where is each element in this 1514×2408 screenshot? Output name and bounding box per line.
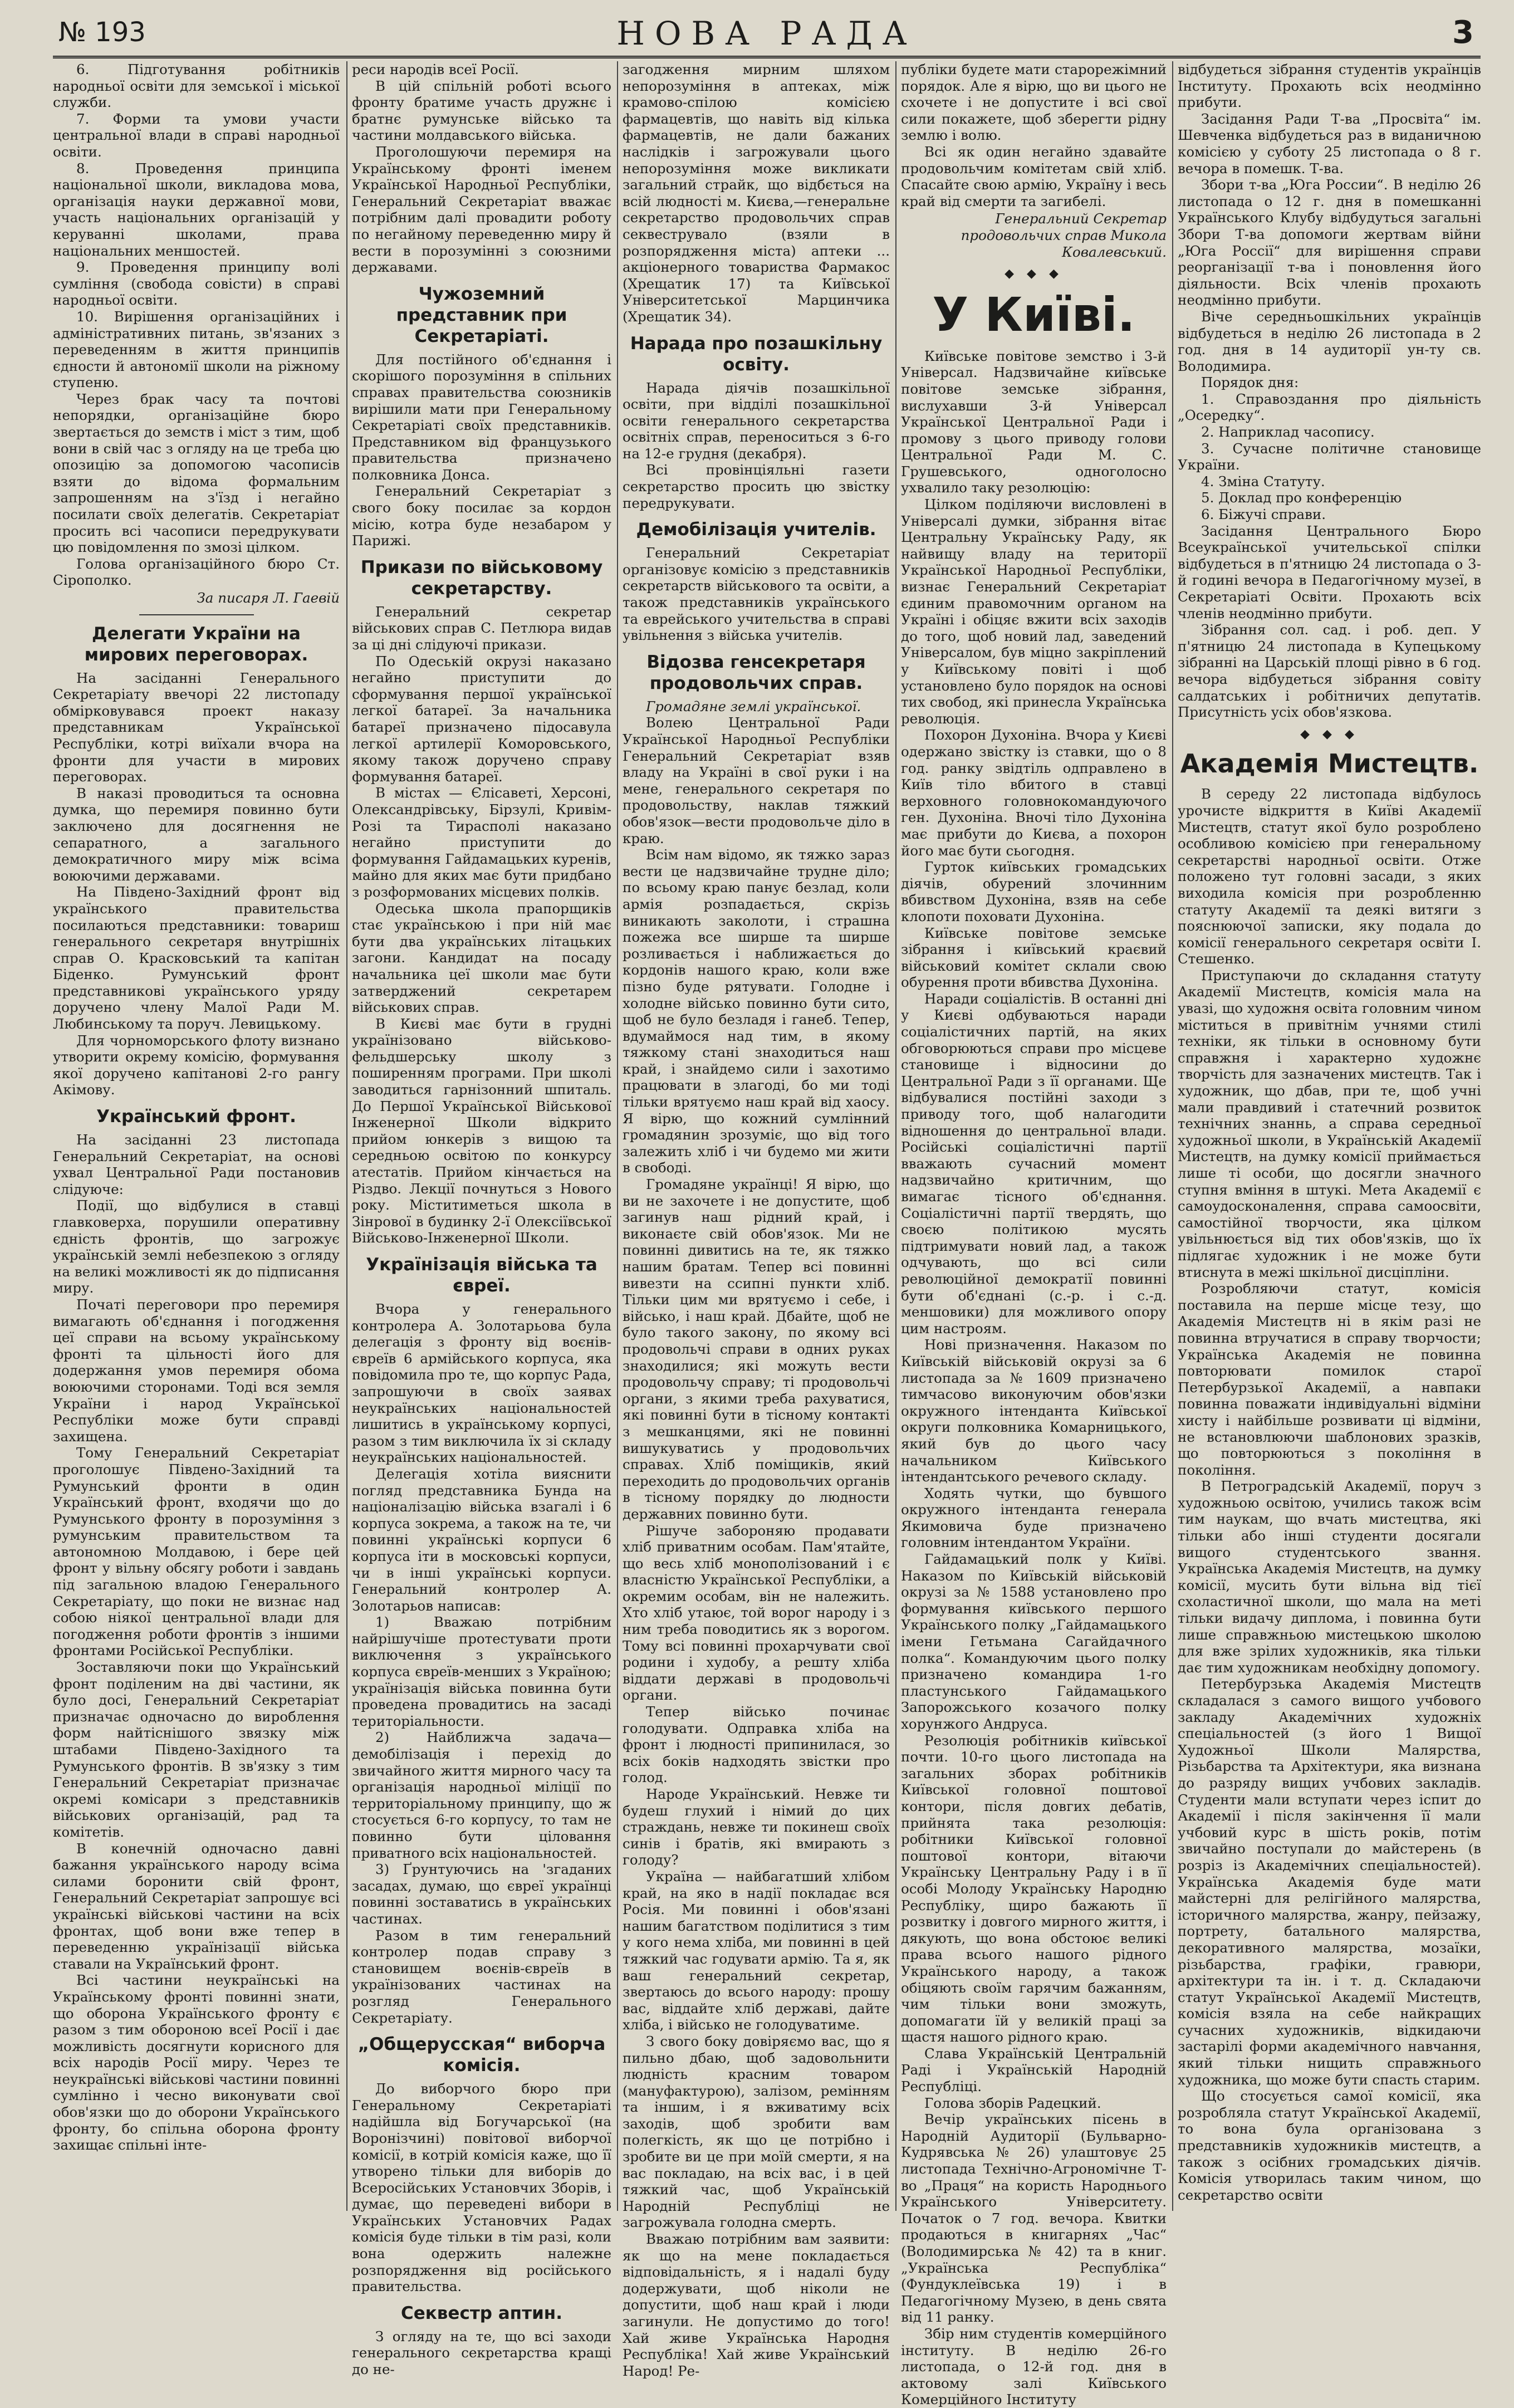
column-5 <box>1178 61 1481 2216</box>
article-paragraph: Всі провінціяльні газети секретарство просить цю звістку передрукувати. <box>623 462 890 511</box>
headline: Український фронт. <box>96 1107 296 1127</box>
article-paragraph: Наради соціалістів. В останні дні у Києві одбуваються наради соціалістичних партій, на яких обговорюються справи про місцеве становище і відносини до Центральної Ради з її органами. Ще відбувалися постійні заходи з приводу того, щоб налагодити відношення до центральної влади. Російські соціалістичні партії вважають сучасний момент надзвичайно критичним, що вимагає тісного об'єднання. Соціалістичні партії твердять, що своєю політикою мусять підтримувати новий лад, а також одчувають, що всі сили революційної демократії повинні бути об'єднані (с.-р. і с.-д. меншовики) для можливого опору цим настроям. <box>901 990 1167 1337</box>
section-rule <box>139 614 254 615</box>
headline: Прикази по військовому секретарству. <box>360 557 603 599</box>
column-3 <box>623 61 890 2379</box>
article-paragraph: Збір ним студентів комерційного інституту. В неділю 26-го листопада, о 12-й год. дня в актовому залі Київського Комерційного Інституту <box>901 2325 1167 2408</box>
column-divider <box>1172 61 1173 2211</box>
article-paragraph: На засіданні Генерального Секретаріату ввечорі 22 листопаду обмірковувався проект наказу представникам Української Республіки, котрі виїхали вчора на фронти для участи в мирових переговорах. <box>53 669 340 785</box>
article-paragraph: Генеральний Секретаріат організовує комісію з представників секретарств військового та освіти, а також представників українського та еврейського учительства в справі увільнення з війська учителів. <box>623 545 890 644</box>
article-paragraph: Початі переговори про перемиря вимагають об'єднання і погодження цеї справи на всьому українському фронті та цільності його для додержання умов перемиря обома воюючими сторонами. Тоді вся земля України і народ Української Республіки може бути справді захищена. <box>53 1296 340 1445</box>
article-paragraph: Голова організаційного бюро Ст. Сірополко. <box>53 555 340 589</box>
agenda-item: 4. Зміна Статуту. <box>1201 473 1325 490</box>
article-paragraph: Тому Генеральний Секретаріат проголошує Південо-Західний та Румунський фронти в один Український фронт, входячи що до Румунського фронту в порозуміння з румунським правительством та автономною Молдавою, і бере цей фронт у вільну обсягу роботи і завдань під загальною владою Генерального Секретаріату, що поки не визнає над собою ніякої центральної влади для погодження роботи фронтів з іншими фронтами Російської Республіки. <box>53 1445 340 1659</box>
article-paragraph: Вечір українських пісень в Народній Аудиторії (Бульварно-Кудрявська № 26) улаштовує 25 листопада Технічно-Агрономічне Т-во „Праця“ на користь Народнього Українського Університету. Початок о 7 год. вечора. Квитки продаються в книгарнях „Час“ (Володимирська № 42) та в книг. „Українська Республіка“ (Фундуклеївська 19) і в Педагогічному Музею, в день свята від 11 ранку. <box>901 2111 1167 2326</box>
headline: Демобілізація учителів. <box>636 520 876 540</box>
article-paragraph: Громадяне землі української. <box>646 698 861 714</box>
agenda-item: 3. Сучасне політичне становище України. <box>1178 440 1481 473</box>
article-paragraph: Всі як один негайно здавайте продовольчим комітетам свій хліб. Спасайте свою армію, Україну і весь край від смерти та загибелі. <box>901 143 1167 209</box>
column-1 <box>53 61 340 2216</box>
article-paragraph: Похорон Духоніна. Вчора у Києві одержано звістку із ставки, що о 8 год. ранку звідтіль одправлено в Київ тіло вбитого в ставці верховного головнокомандуючого ген. Духоніна. Вночі тіло Духоніна має прибути до Києва, а похорон його має бути сьогодня. <box>901 727 1167 859</box>
article-paragraph: Проголошуючи перемиря на Українському фронті іменем Української Народньої Республіки, Генеральний Секретаріат вважає потрібним далі провадити роботу по негайному переведенню миру й вести в порозумінні з союзними державами. <box>352 143 611 276</box>
ornament-divider: ◆ ◆ ◆ <box>1005 267 1063 281</box>
article-paragraph: Приступаючи до складання статуту Академії Мистецтв, комісія мала на увазі, що художня освіта головним чином міститься в привітнім учнями стилі техніки, як тільки в основному бути справжня і характерно художнє творчість для зазначених мистецтв. Так і художник, що дбав, при те, щоб учні мали правдивий і статечний розвиток технічних знаннь, а справа середньої художньої школи, в Українській Академії Мистецтв, на думку комісії приймається лише ті особи, що досягли значного ступня вміння в штукі. Мета Академії є самоудосконалення, справа самоосвіти, самостійної творчости, яка цілком увільнюється від тих обов'язків, що їх підлягає художник і не може бути втиснута в межі шкільної дисціпліни. <box>1178 967 1481 1280</box>
article-paragraph: Народе Український. Невже ти будеш глухий і німий до цих страждань, невже ти покинеш своїх синів і братів, які вмирають з голоду? <box>623 1786 890 1868</box>
article-paragraph: Збори т-ва „Юга России“. В неділю 26 листопада о 12 г. дня в помешканні Українського Клубу відбудуться загальні Збори Т-ва допомоги жертвам війни „Юга Россії“ для вирішення справи реорганізації т-ва і поновлення його діяльности. Всіх членів прохають неодмінно прибути. <box>1178 177 1481 309</box>
article-paragraph: Події, що відбулися в ставці главковерха, порушили оперативну єдність фронтів, що загрожує українській землі небезпекою з огляду на великі можливості як до підписання миру. <box>53 1197 340 1296</box>
article-paragraph: Резолюція робітників київської почти. 10-го цього листопада на загальних зборах робітників Київської головної поштової контори, після довгих дебатів, прийнята така резолюція: робітники Київської головної поштової контори, вітаючи Українську Центральну Раду і в її особі Молоду Українську Народню Республіку, щиро бажають її розвитку і довгого мирного життя, і дякують, що вона обстоює великі права всього нашого рідного Українського народу, а також обіцяють своїм гарячим бажанням, чим тільки вони зможуть, допомагати їй у великій праці за щастя нашого рідного краю. <box>901 1732 1167 2045</box>
article-paragraph: Петербурзька Академія Мистецтв складалася з самого вищого учбового закладу Академічних художніх спеціальностей (з його 1 Вищої Художньої Школи Малярства, Різьбарства та Архітектури, яка визнана до разряду вищих учбових закладів. Студенти мали вступати через іспит до Академії і після закінчення її мали учбовий курс в шість років, потім звичайно поступали до майстерень (в розріз із Академічних спеціальностей). Українська Академія буде мати майстерні для релігійного малярства, історичного малярства, жанру, пейзажу, портрету, батального малярства, декоративного малярства, мозаїки, різьбарства, графіки, гравюри, архітектури та ін. і т. д. Складаючи статут Української Академії Мистецтв, комісія взяла на себе найкращих сучасних художників, відкидаючи застарілі форми академічного навчання, який тільки нищить справжнього художника, що може бути спасть старим. <box>1178 1676 1481 2088</box>
column-divider <box>895 61 896 2211</box>
column-2 <box>352 61 611 2378</box>
article-paragraph: публіки будете мати старорежімний порядок. Але я вірю, що ви цього не схочете і не допустите і всі свої сили покажете, щоб зберегти рідну землю і волю. <box>901 61 1167 144</box>
agenda-item: 1. Справоздання про діяльність „Осередку“. <box>1178 390 1481 424</box>
column-divider <box>617 61 618 2211</box>
article-paragraph: Рішуче забороняю продавати хліб приватним особам. Пам'ятайте, що весь хліб монополізований і є власністю Української Республіки, а окремим особам, він не належить. Хто хліб утаює, той ворог народу і з ним треба поводитись як з ворогом. Тому всі повинні прохарчувати свої родини і худобу, а решту хліба віддати державі в продовольчі органи. <box>623 1522 890 1704</box>
article-paragraph: реси народів всеї Росії. <box>352 61 519 77</box>
article-paragraph: Одеська школа прапорщиків стає українською і при ній має бути два українських літацьких загони. Кандидат на посаду начальника цеї школи має бути затверджений секретарем військових справ. <box>352 900 611 1016</box>
headline: Секвестр аптин. <box>400 2303 562 2323</box>
article-paragraph: 8. Проведення принципа національної школи, викладова мова, організація науки державної мови, участь національних організацій у керуванні школами, права національних меншостей. <box>53 160 340 259</box>
article-paragraph: 2) Найближча задача—демобілізація і перехід до звичайного життя мирного часу та організація народньої міліції по территоріальному принципу, що ж стосується 6-го корпусу, то там не повинно бути ціловання приватного всіх національностей. <box>352 1729 611 1861</box>
article-paragraph: В середу 22 листопада відбулось урочисте відкриття в Київі Академії Мистецтв, статут якої було розроблено особливою комісією при генеральному секретарстві народньої освіти. Отже положено тут головні засади, з яких виходила комісія при розробленню статуту Академії та деякі витяги з пояснюючої записки, яку подала до комісії генерального секретаря освіти І. Стешенко. <box>1178 786 1481 967</box>
signature: За писаря Л. Гаевій <box>197 590 340 606</box>
article-paragraph: Голова зборів Радецкий. <box>924 2094 1101 2111</box>
article-paragraph: В наказі проводиться та основна думка, що перемиря повинно бути заключено для досягнення не сепаратного, а загального демократичного миру між всіма воюючими державами. <box>53 785 340 884</box>
article-paragraph: Для постійного об'єднання і скорішого порозуміння в спільних справах правительства союзників вирішили мати при Генеральному Секретаріаті своїх представників. Представником від французького правительства призначено полковника Донса. <box>352 351 611 483</box>
article-paragraph: Цілком поділяючи висловлені в Універсалі думки, зібрання вітає Центральну Українську Раду, як найвищу владу на території Української Народньої Республіки, визнає Генеральний Секретаріат єдиним правомочним органом на Україні і обіцяє вжити всіх заходів до того, щоб новий лад, заведений Універсалом, був міцно закріплений у Київському повіті і щоб установлено було порядок на основі тих свобод, які принесла Українська революція. <box>901 496 1167 727</box>
column-divider <box>346 61 347 2211</box>
article-paragraph: На Південо-Західний фронт від українського правительства посилаються представники: товариш генерального секретаря внутрішніх справ О. Красковський та капітан Біденко. Румунський фронт представникові українського уряду доручено члену Малої Ради М. Любинському та поруч. Левицькому. <box>53 884 340 1032</box>
headline: Відозва генсекретаря продовольчих справ. <box>646 652 866 693</box>
article-paragraph: Тепер військо починає голодувати. Одправка хліба на фронт і людності припинилася, зо всіх боків надходять звістки про голод. <box>623 1704 890 1786</box>
article-paragraph: З свого боку довіряємо вас, що я пильно дбаю, щоб задовольнити людність красним товаром (мануфактурою), залізом, ремінням та іншим, і я вживатиму всіх заходів, щоб зробити вам полегкість, як що це потрібно і зробите ви це при моїй смерти, я на вас покладаю, на всіх вас, і в цей тяжкий час, щоб Українській Народній Республіці не загрожувала голодна смерть. <box>623 2033 890 2231</box>
article-paragraph: 7. Форми та умови участи центральної влади в справі народньої освіти. <box>53 110 340 160</box>
article-paragraph: Віче середньошкільних українців відбудеться в неділю 26 листопада в 2 год. дня в 14 аудиторії ун-ту св. Володимира. <box>1178 308 1481 374</box>
article-paragraph: 6. Підготування робітників народньої освіти для земської і міської служби. <box>53 61 340 111</box>
article-paragraph: відбудеться зібрання студентів українців Інституту. Прохають всіх неодмінно прибути. <box>1178 61 1481 111</box>
article-paragraph: Нові призначення. Наказом по Київській військовій окрузі за 6 листопада за № 1609 призначено тимчасово виконуючим обов'язки окружного інтенданта Київської округи полковника Комарницького, який був до цього часу начальником Київського інтендантського речевого складу. <box>901 1337 1167 1485</box>
article-paragraph: Громадяне українці! Я вірю, що ви не захочете і не допустите, щоб загинув наш рідний край, і виконаєте свій обов'язок. Ми не повинні дивитись на те, як тяжко нашим братам. Тепер всі повинні вивезти на ссипні пункти хліб. Тільки цим ми врятуємо і себе, і військо, і наш край. Дбайте, щоб не було такого закону, по якому всі продовольчі справи в одних руках знаходилися; які можуть вести продовольчу справу; ті продовольчі органи, з якими треба рахуватися, які повинні бути в тісному контакті з мешканцями, які не повинні вишукуватись у продовольчих справах. Хліб поміщиків, який переходить до продовольчих органів в тісному порядку до людности державних повинно бути. <box>623 1176 890 1522</box>
headline: Нарада про позашкільну освіту. <box>630 333 883 375</box>
article-paragraph: Волею Центральної Ради Української Народньої Республіки Генеральний Секретаріат взяв владу на Україні в свої руки і на мене, генерального секретаря по продовольству, наклав тяжкий обов'язок—вести продовольче діло в краю. <box>623 714 890 846</box>
agenda-item: 6. Біжучі справи. <box>1201 506 1326 523</box>
article-paragraph: З огляду на те, що всі заходи генерального секретарства кращі до не- <box>352 2328 611 2378</box>
article-paragraph: Всім нам відомо, як тяжко зараз вести це надзвичайне трудне діло; по всьому краю панує безлад, коли армія розпадається, скрізь виникають заколоти, і страшна пожежа все ширше та ширше розливається і наближається до кордонів нашого краю, коли вже пізно буде рятувати. Голодне і холодне військо повинно бути сито, щоб не було безладя і ганеб. Тепер, вдумаймося над тим, в якому тяжкому стані знаходиться наш край, і знайдемо сили і захотимо працювати в злагоді, бо ми тоді тільки врятуємо наш край від хаосу. Я вірю, що кожний сумлінний громадянин зрозуміє, що від того залежить хліб і чи будемо ми жити в свободі. <box>623 846 890 1176</box>
article-paragraph: В цій спільній роботі всього фронту братиме участь дружнє і братнє румунське військо та частини молдавського війська. <box>352 77 611 144</box>
ornament-divider: ◆ ◆ ◆ <box>1300 727 1359 741</box>
article-paragraph: 9. Проведення принципу волі сумління (свобода совісти) в справі народньої освіти. <box>53 259 340 309</box>
article-paragraph: Слава Українській Центральній Раді і Українській Народній Республіці. <box>901 2045 1167 2095</box>
article-paragraph: Разом в тим генеральний контролер подав справу з становищем воєнів-євреїв в українізованих частинах на розгляд Генерального Секретаріату. <box>352 1927 611 2026</box>
article-paragraph: Зібрання сол. сад. і роб. деп. У п'ятницю 24 листопада в Купецькому зібранні на Царській площі рівно в 6 год. вечора відбудеться зібрання совіту салдатських і робітничих депутатів. Присутність усіх обов'язкова. <box>1178 621 1481 721</box>
article-paragraph: Генеральний секретар військових справ С. Петлюра видав за ці дні слідуючі прикази. <box>352 603 611 653</box>
masthead <box>53 12 1481 58</box>
article-paragraph: По Одеській окрузі наказано негайно приступити до сформування першої української легкої батареї. За начальника батареї призначено підосавула легкої артилерії Коморовського, якому також доручено справу формування батареї. <box>352 653 611 785</box>
issue-number: № 193 <box>58 17 146 48</box>
article-paragraph: Вчора у генерального контролера А. Золотарьова була делегація з фронту від воєнів-євреїв 6 армійського корпуса, яка повідомила про те, що корпус Рада, запрошуючи в своїх заявах неукраїнських національностей лишитись в українському корпусі, разом з тим виключила їх зі складу неукраїнських національностей. <box>352 1301 611 1466</box>
headline: „Общерусская“ виборча комісія. <box>357 2034 606 2076</box>
headline: Делегати України на мирових переговорах. <box>84 623 308 665</box>
article-paragraph: Делегація хотіла вияснити погляд представника Бунда на націоналізацію війська взагалі і 6 корпуса зокрема, а також на те, чи повинні українські корпуси 6 корпуса іти в московські корпуси, чи в інші українські корпуси. Генеральний контролер А. Золотарьов написав: <box>352 1465 611 1614</box>
article-paragraph: На засіданні 23 листопада Генеральний Секретаріат, на основі ухвал Центральної Ради постановив слідуюче: <box>53 1132 340 1197</box>
article-paragraph: Ходять чутки, що бувшого окружного інтенданта генерала Якимовича буде призначено головним інтендантом України. <box>901 1485 1167 1551</box>
article-paragraph: В містах — Єлісаветі, Херсоні, Олександрівську, Бірзулі, Кривім-Розі та Тирасполі наказано негайно приступити до формування Гайдамацьких куренів, майно для яких має бути придбано з розформованих місцевих полків. <box>352 785 611 900</box>
article-paragraph: Всі частини неукраїнські на Українському фронті повинні знати, що оборона Українського фронту є разом з тим обороною всеї Росії і дає можливість досягнути корисного для всіх народів Росії миру. Через те неукраїнські військові частини повинні сумлінно і чесно виконувати свої обов'язки що до оборони Українського фронту, бо спільна оборона фронту захищає спільні інте- <box>53 1972 340 2154</box>
article-paragraph: 3) Ґрунтуючись на 'згаданих засадах, думаю, що євреї українці повинні зоставатись в українських частинах. <box>352 1861 611 1927</box>
article-paragraph: В Києві має бути в грудні українізовано військово-фельдшерську школу з поширенням програми. При школі заводиться гарнізонний шпиталь. До Першої Української Військової Інженерної Школи відкрито прийом юнкерів з вищою та середньою освітою по конкурсу атестатів. Прийом кінчається на Різдво. Лекції почнуться з Нового року. Міститиметься школа в Зінрової в будинку 2-ї Олексіївської Військово-Інженерної Школи. <box>352 1015 611 1246</box>
article-paragraph: Засідання Ради Т-ва „Просвіта“ ім. Шевченка відбудеться раз в виданичною комісією у суботу 25 листопада о 8 г. вечора в помешк. Т-ва. <box>1178 110 1481 177</box>
article-paragraph: Розробляючи статут, комісія поставила на перше місце тезу, що Академія Мистецтв ні в якім разі не повинна втручатися в справу творчости; Українська Академія не повинна повторювати помилок старої Петербурзької Академії, а навпаки повинна поважати індивідуальні відміни хисту і найбільше розвивати ці відміни, не встановлюючи шаблонових зразків, що повторюються з покоління в покоління. <box>1178 1280 1481 1478</box>
page-number: 3 <box>1452 14 1474 51</box>
article-paragraph: загодження мирним шляхом непорозуміння в аптеках, між крамово-спілою комісією фармацевтів, що навіть від кілька фармацевтів, не дали бажаних наслідків і загрожували цього непорозуміння може викликати загальний страйк, що відбється на всій людності м. Києва,—генеральне секретарство продовольчих справ секвеструвало (взяли в розпорядження міста) аптеки ... акціонерного товариства Фармакос (Хрещатик 17) та Київської Університетської Марцинчика (Хрещатик 34). <box>623 61 890 325</box>
article-paragraph: Засідання Центрального Бюро Всеукраїнської учительської спілки відбудеться в п'ятницю 24 листопада о 3-й годині вечора в Педагогічному музеї, в Секретаріаті Освіти. Прохають всіх членів неодмінно прибути. <box>1178 522 1481 621</box>
article-paragraph: Зоставляючи поки що Український фронт поділеним на дві частини, як було досі, Генеральний Секретаріат призначає одночасно до вироблення форм найтіснішого звязку між штабами Південо-Західного та Румунського фронтів. В зв'язку з тим Генеральний Секретаріат призначає окремі комісари з представників військових організацій, рад та комітетів. <box>53 1659 340 1840</box>
article-paragraph: Нарада діячів позашкільної освіти, при відділі позашкільної освіти генерального секретарства освітніх справ, переноситься з 6-го на 12-е грудня (декабря). <box>623 379 890 462</box>
article-paragraph: Київське повітове земське зібрання і київський краєвий військовий комітет склали свою обурення проти вбивства Духоніна. <box>901 924 1167 991</box>
newspaper-title: НОВА РАДА <box>616 14 917 52</box>
section-headline: У Київі. <box>932 287 1135 342</box>
article-paragraph: 10. Вирішення організаційних і адміністративних питань, зв'язаних з переведенням в життя принципів єдности й автономії школи на ріжному ступеню. <box>53 308 340 391</box>
article-paragraph: Вважаю потрібним вам заявити: як що на мене покладається відповідальність, я і надалі буду додержувати, щоб ніколи не допустити, щоб наш край і люди загинули. Не допустимо до того! Хай живе Українська Народня Республіка! Хай живе Український Народ! Ре- <box>623 2231 890 2379</box>
agenda-item: 2. Наприклад часопису. <box>1201 424 1375 441</box>
article-paragraph: До виборчого бюро при Генеральному Секретаріаті надійшла від Богучарської (на Воронізчині) повітової виборчої комісії, в котрій комісія каже, що її утворено тільки для виборів до Всеросійських Установчих Зборів, і думає, що переведені вибори в Українських Установчих Радах комісія буде тільки в тім разі, коли вона одержить належне розпорядження від російського правительства. <box>352 2081 611 2295</box>
article-paragraph: Гайдамацький полк у Київі. Наказом по Київській військовій окрузі за № 1588 установлено про формування київського першого Українського полку „Гайдамацького імени Гетьмана Сагайдачного полка“. Командуючим цього полку призначено командира 1-го пластунського Гайдамацького Запорожського козачого полку хорунжого Андруса. <box>901 1551 1167 1732</box>
article-paragraph: Гурток київських громадських діячів, обурений злочинним вбивством Духоніна, взяв на себе клопоти поховати Духоніна. <box>901 859 1167 924</box>
article-paragraph: В Петроградській Академії, поруч з художньою освітою, учились також всім тим наукам, що вчать мистецтва, які тільки або інші студенти досягали вищого студентського звання. Українська Академія Мистецтв, на думку комісії, мусить бути вільна від тієї схоластичної школи, що мала на меті тільки видачу диплома, і повинна бути лише справжньою мистецькою школою для вже зрілих художників, яка тільки дає тим художникам необхідну допомогу. <box>1178 1478 1481 1676</box>
agenda-item: 5. Доклад про конференцію <box>1201 490 1402 506</box>
article-paragraph: Що стосується самої комісії, яка розробляла статут Української Академії, то вона була організована з представників художників мистецтв, а також з осібних громадських діячів. Комісія утворилась таким чином, що секретарство освіти <box>1178 2088 1481 2203</box>
section-headline: Академія Мистецтв. <box>1180 748 1479 779</box>
article-paragraph: 1) Вважаю потрібним найрішучіше протестувати проти виключення з українського корпуса євреїв-менших з Україною; українізація війська повинна бути проведена провадитись на засаді територіальности. <box>352 1614 611 1729</box>
article-paragraph: Для чорноморського флоту визнано утворити окрему комісію, формування якої доручено капітанові 2-го рангу Акімову. <box>53 1032 340 1098</box>
headline: Чужоземний представник при Секретаріаті. <box>396 283 567 346</box>
signature: Генеральний Секретар продовольчих справ Микола Ковалевський. <box>961 211 1167 260</box>
article-paragraph: В конечній одночасно давні бажання українського народу всіма силами боронити свій фронт, Генеральний Секретаріат запрошує всі українські військові частини на всіх фронтах, щоб вони вже тепер в переведенню українізації війська ставали на Український фронт. <box>53 1840 340 1972</box>
article-paragraph: Порядок дня: <box>1201 374 1299 391</box>
article-paragraph: Україна — найбагатший хлібом край, на яко в надії покладає вся Росія. Ми повинні і обов'язані нашим багатством поділитися з тим у кого нема хліба, ми повинні в цей тяжкий час годувати армію. Та я, як ваш генеральний секретар, звертаюсь до всього народу: прошу вас, віддайте хліб державі, дайте хліба, і військо не голодуватиме. <box>623 1868 890 2033</box>
article-paragraph: Київське повітове земство і 3-й Універсал. Надзвичайне київське повітове земське зібрання, вислухавши 3-й Універсал Української Центральної Ради і промову з цього приводу голови Центральної Ради М. С. Грушевського, одноголосно ухвалило таку резолюцію: <box>901 348 1167 496</box>
article-paragraph: Через брак часу та почтові непорядки, організаційне бюро звертається до земств і міст з тим, щоб вони в свій час з огляду на це треба цю опозицію за допомогою часописів взяти до відома формальним запрошенням на з'їзд і негайно посилати своїх делегатів. Секретаріат просить всі часописи передрукувати цю повідомлення по змозі цілком. <box>53 390 340 556</box>
article-paragraph: Генеральний Секретаріат з свого боку посилає за кордон місію, котра буде незабаром у Парижі. <box>352 483 611 549</box>
headline: Українізація війська та євреї. <box>366 1255 597 1296</box>
column-4 <box>901 61 1167 2408</box>
